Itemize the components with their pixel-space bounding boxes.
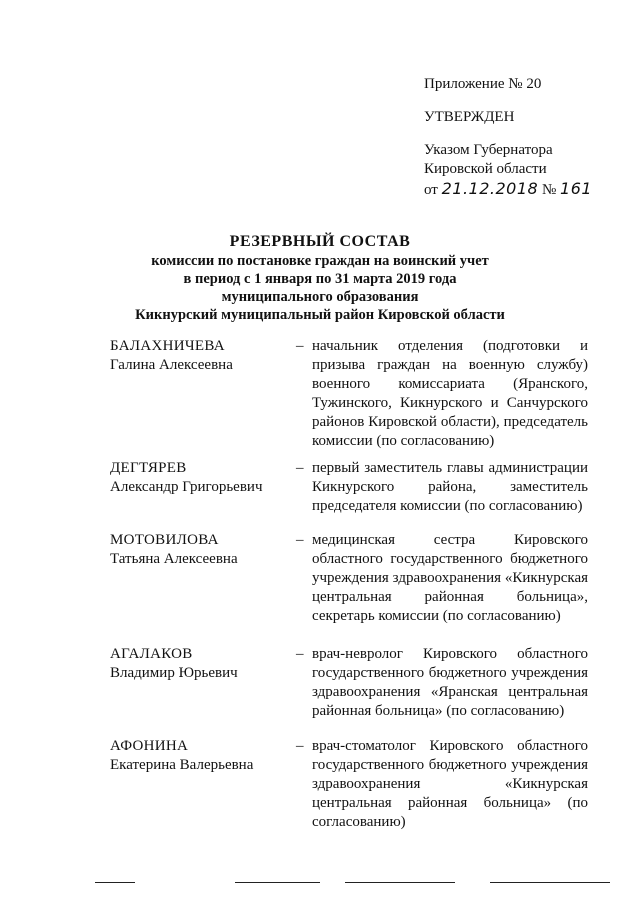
member-name	[110, 337, 300, 375]
member-surname: БАЛАХНИЧЕВА	[110, 338, 225, 354]
member-dash: –	[296, 460, 304, 476]
member-name	[110, 737, 300, 775]
member-role: медицинская сестра Кировского областного государственного бюджетного учреждения здравоохранения «Кикнурская центральная районная больница», секретарь комиссии (по согласованию)	[312, 532, 588, 624]
scan-line	[490, 882, 610, 883]
title-line-3: муниципального образования	[221, 289, 419, 305]
title-line-1: комиссии по постановке граждан на воинский учет	[151, 253, 489, 269]
scan-line	[95, 882, 135, 883]
member-dash: –	[296, 338, 304, 354]
member-given-name: Александр Григорьевич	[110, 479, 263, 495]
title-main: РЕЗЕРВНЫЙ СОСТАВ	[229, 233, 411, 250]
member-surname: АГАЛАКОВ	[110, 646, 193, 662]
number-prefix: №	[541, 182, 557, 198]
member-role: начальник отделения (подготовки и призыва граждан на военную службу) военного комиссариата (Яранского, Тужинского, Кикнурского и Санчурского районов Кировской области), председатель комиссии (по согласованию)	[312, 338, 588, 449]
member-given-name: Татьяна Алексеевна	[110, 551, 238, 567]
member-dash: –	[296, 646, 304, 662]
member-given-name: Галина Алексеевна	[110, 357, 233, 373]
document-title	[0, 233, 640, 324]
title-line-2: в период с 1 января по 31 марта 2019 года	[183, 271, 457, 287]
approved-stamp: УТВЕРЖДЕН	[424, 109, 515, 125]
appendix-number: Приложение № 20	[424, 76, 542, 92]
member-dash: –	[296, 738, 304, 754]
member-role: врач-невролог Кировского областного государственного бюджетного учреждения здравоохранения «Яранская центральная районная больница» (по согласованию)	[312, 646, 588, 719]
member-role: первый заместитель главы администрации Кикнурского района, заместитель председателя комиссии (по согласованию)	[312, 460, 588, 514]
decree-date: 21.12.2018	[441, 179, 539, 198]
member-given-name: Екатерина Валерьевна	[110, 757, 254, 773]
decree-number: 161	[560, 179, 593, 198]
member-surname: АФОНИНА	[110, 738, 189, 754]
scan-line	[235, 882, 320, 883]
date-prefix: от	[424, 182, 438, 198]
member-name	[110, 645, 300, 683]
approval-header	[424, 75, 624, 200]
scan-edge-lines	[95, 882, 615, 886]
decree-line-1: Указом Губернатора	[424, 142, 553, 158]
title-line-4: Кикнурский муниципальный район Кировской области	[135, 307, 505, 323]
member-name	[110, 531, 300, 569]
decree-line-2: Кировской области	[424, 161, 547, 177]
member-name	[110, 459, 300, 497]
decree-date-line	[424, 179, 624, 200]
member-dash: –	[296, 532, 304, 548]
scan-line	[345, 882, 455, 883]
member-given-name: Владимир Юрьевич	[110, 665, 238, 681]
member-surname: МОТОВИЛОВА	[110, 532, 219, 548]
member-surname: ДЕГТЯРЕВ	[110, 460, 187, 476]
member-role: врач-стоматолог Кировского областного государственного бюджетного учреждения здравоохранения «Кикнурская центральная районная больница» (по согласованию)	[312, 738, 588, 830]
